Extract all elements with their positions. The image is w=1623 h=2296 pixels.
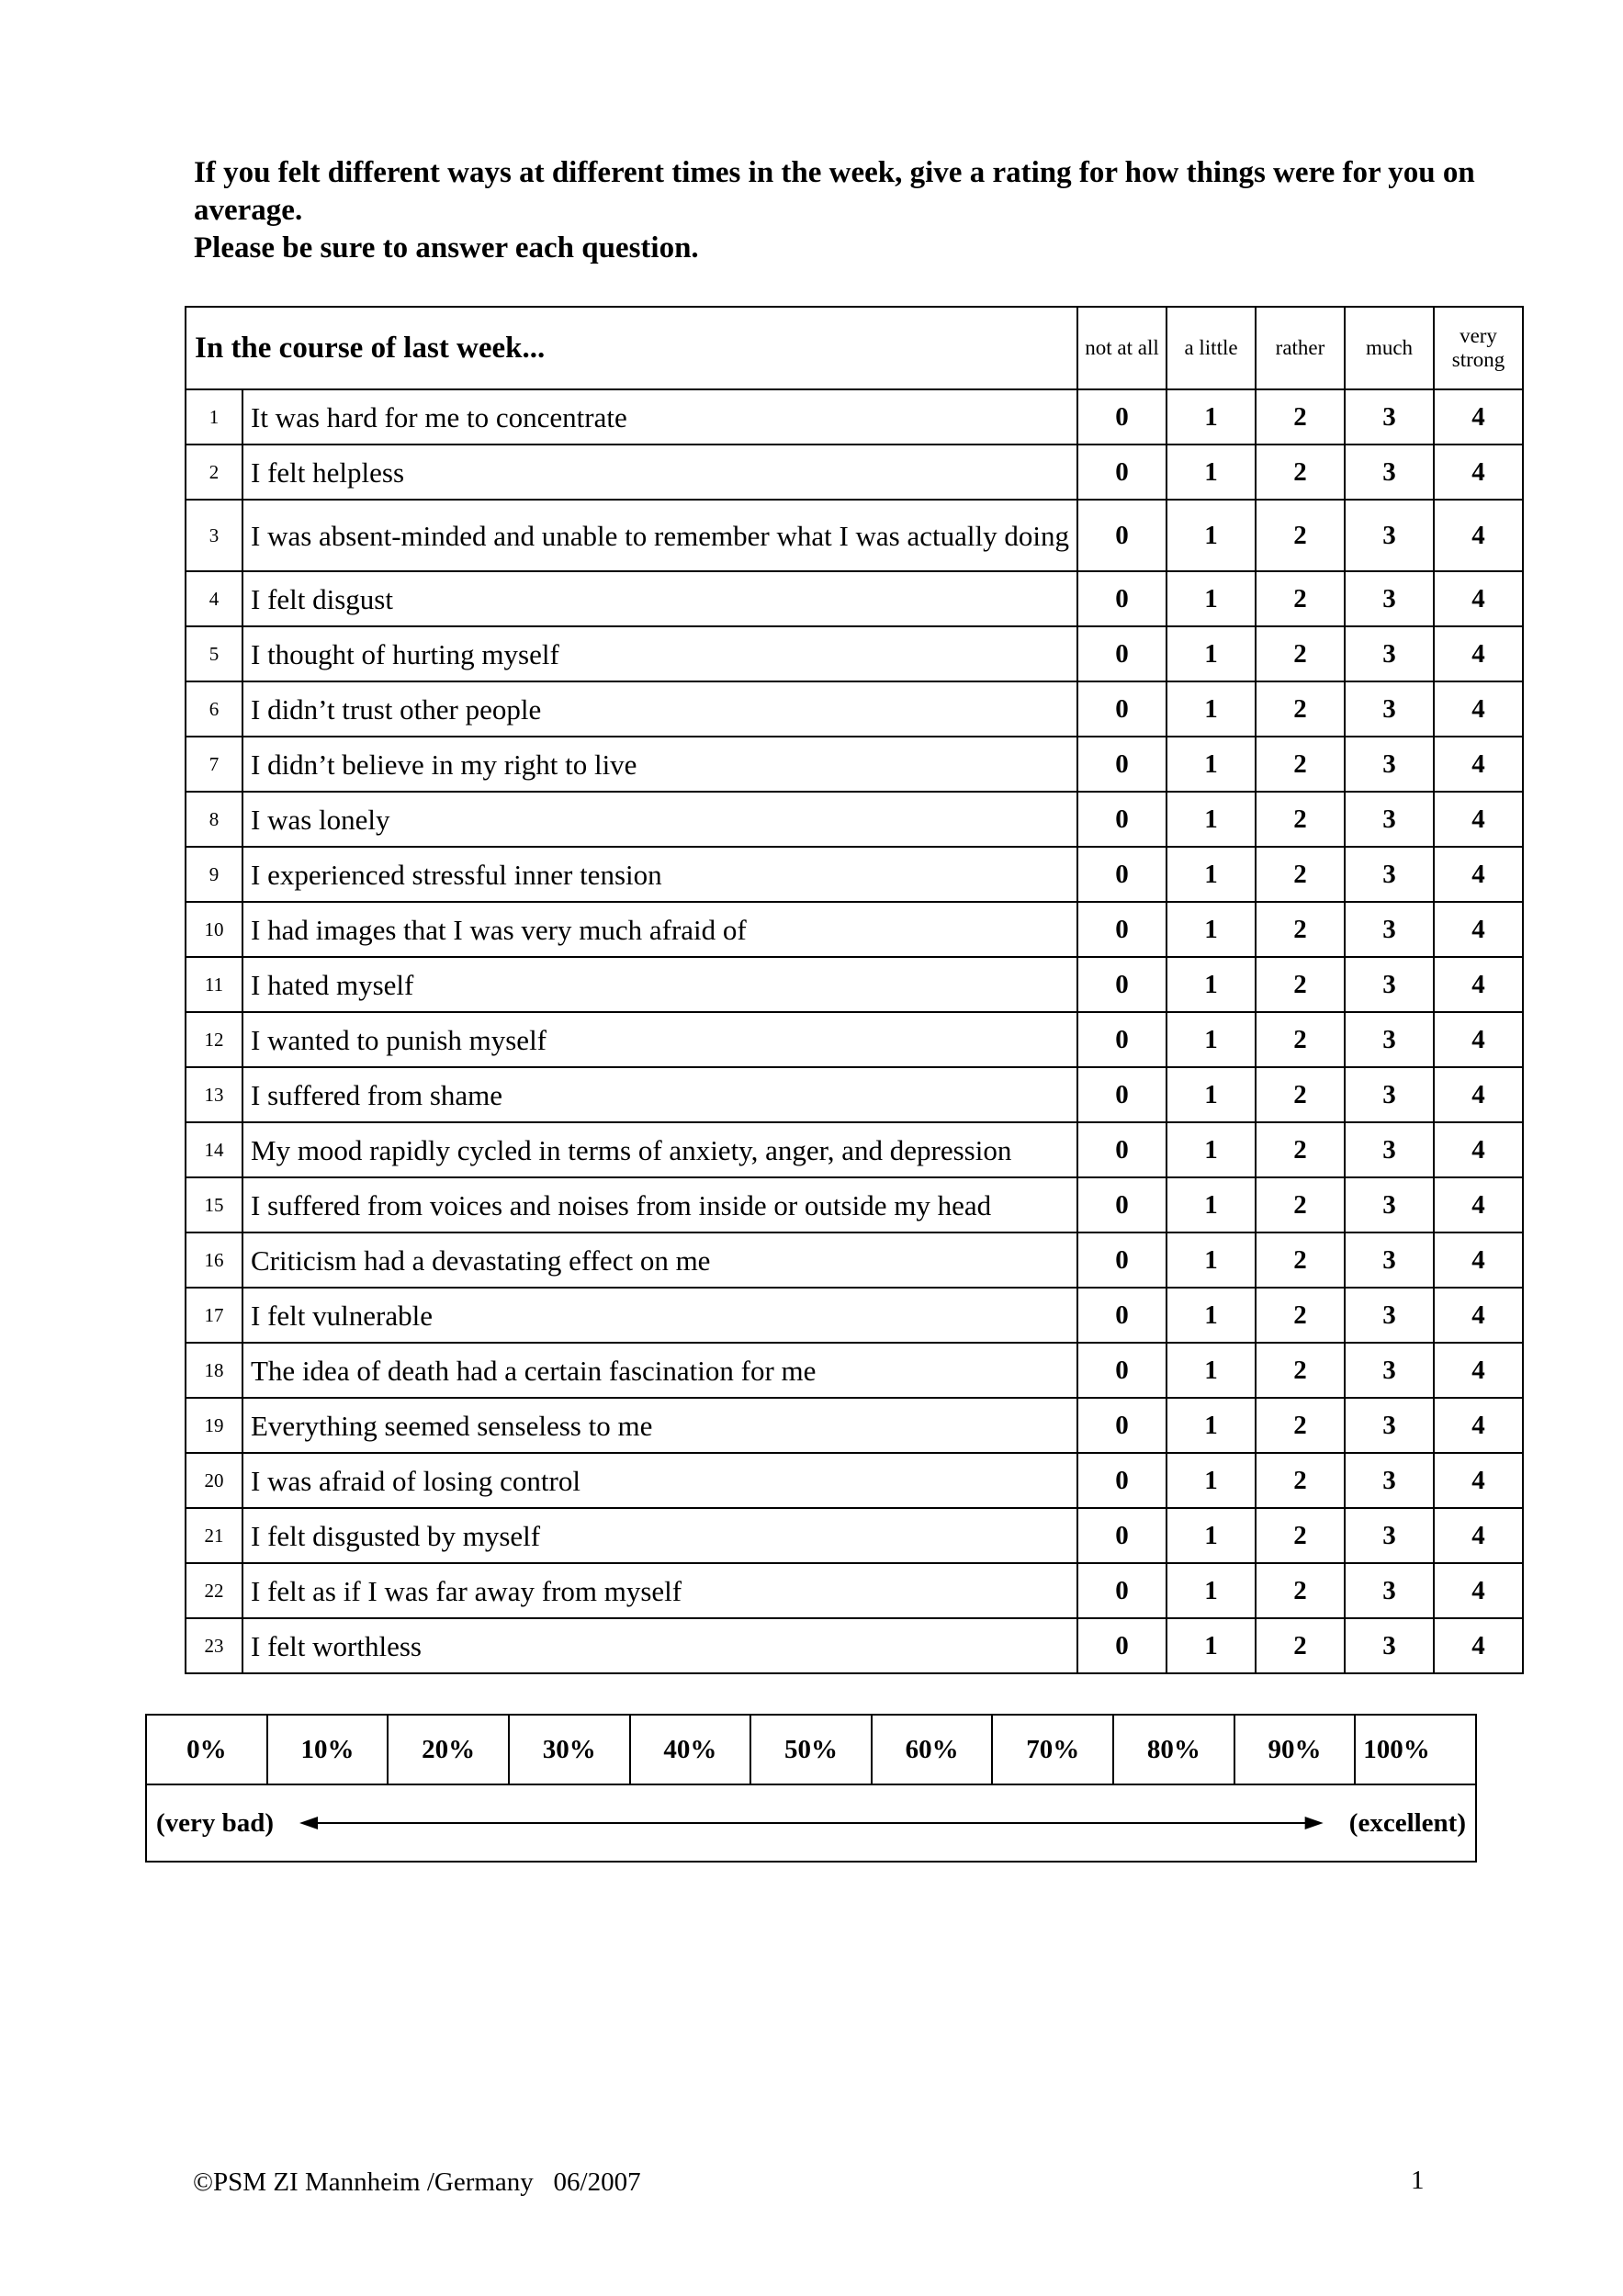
item-text: My mood rapidly cycled in terms of anxiety, anger, and depression bbox=[242, 1122, 1077, 1177]
item-number: 1 bbox=[186, 389, 242, 445]
rating-option-1[interactable]: 1 bbox=[1167, 500, 1256, 571]
rating-option-1[interactable]: 1 bbox=[1167, 1177, 1256, 1232]
rating-option-3[interactable]: 3 bbox=[1345, 1618, 1434, 1673]
rating-option-4[interactable]: 4 bbox=[1434, 1177, 1523, 1232]
option-a-little: a little bbox=[1167, 307, 1256, 389]
item-text: I felt vulnerable bbox=[242, 1288, 1077, 1343]
rating-option-2[interactable]: 2 bbox=[1256, 1563, 1345, 1618]
rating-option-4[interactable]: 4 bbox=[1434, 1508, 1523, 1563]
rating-option-2[interactable]: 2 bbox=[1256, 902, 1345, 957]
table-row bbox=[186, 626, 1523, 681]
rating-option-3[interactable]: 3 bbox=[1345, 1288, 1434, 1343]
item-text: I was absent-minded and unable to remember what I was actually doing bbox=[242, 500, 1077, 571]
item-text: I didn’t trust other people bbox=[242, 681, 1077, 737]
rating-option-0[interactable]: 0 bbox=[1077, 626, 1167, 681]
scale-left-label: (very bad) bbox=[156, 1807, 275, 1838]
rating-option-3[interactable]: 3 bbox=[1345, 389, 1434, 445]
table-row bbox=[186, 1618, 1523, 1673]
rating-option-0[interactable]: 0 bbox=[1077, 1618, 1167, 1673]
item-number: 17 bbox=[186, 1288, 242, 1343]
rating-option-1[interactable]: 1 bbox=[1167, 445, 1256, 500]
rating-option-3[interactable]: 3 bbox=[1345, 626, 1434, 681]
item-text: Everything seemed senseless to me bbox=[242, 1398, 1077, 1453]
rating-option-3[interactable]: 3 bbox=[1345, 1453, 1434, 1508]
rating-option-2[interactable]: 2 bbox=[1256, 847, 1345, 902]
option-very-strong: very strong bbox=[1434, 307, 1523, 389]
rating-option-2[interactable]: 2 bbox=[1256, 500, 1345, 571]
scale-cell-70-percent[interactable]: 70% bbox=[992, 1715, 1113, 1784]
rating-option-2[interactable]: 2 bbox=[1256, 1067, 1345, 1122]
rating-option-3[interactable]: 3 bbox=[1345, 1232, 1434, 1288]
rating-option-4[interactable]: 4 bbox=[1434, 737, 1523, 792]
instruction-line-2: Please be sure to answer each question. bbox=[194, 231, 699, 264]
rating-option-2[interactable]: 2 bbox=[1256, 1618, 1345, 1673]
scale-cell-100-percent[interactable]: 100% bbox=[1355, 1715, 1476, 1784]
rating-option-3[interactable]: 3 bbox=[1345, 1508, 1434, 1563]
rating-option-1[interactable]: 1 bbox=[1167, 957, 1256, 1012]
rating-option-4[interactable]: 4 bbox=[1434, 792, 1523, 847]
table-row bbox=[186, 389, 1523, 445]
rating-option-0[interactable]: 0 bbox=[1077, 957, 1167, 1012]
table-row bbox=[186, 1508, 1523, 1563]
rating-option-4[interactable]: 4 bbox=[1434, 1563, 1523, 1618]
item-number: 7 bbox=[186, 737, 242, 792]
scale-cell-40-percent[interactable]: 40% bbox=[630, 1715, 751, 1784]
rating-option-0[interactable]: 0 bbox=[1077, 792, 1167, 847]
rating-option-2[interactable]: 2 bbox=[1256, 1177, 1345, 1232]
rating-option-0[interactable]: 0 bbox=[1077, 1232, 1167, 1288]
rating-option-4[interactable]: 4 bbox=[1434, 500, 1523, 571]
item-number: 9 bbox=[186, 847, 242, 902]
rating-option-2[interactable]: 2 bbox=[1256, 1012, 1345, 1067]
item-number: 16 bbox=[186, 1232, 242, 1288]
rating-option-0[interactable]: 0 bbox=[1077, 389, 1167, 445]
rating-option-4[interactable]: 4 bbox=[1434, 445, 1523, 500]
rating-option-2[interactable]: 2 bbox=[1256, 1508, 1345, 1563]
rating-option-2[interactable]: 2 bbox=[1256, 571, 1345, 626]
item-number: 2 bbox=[186, 445, 242, 500]
rating-option-3[interactable]: 3 bbox=[1345, 1012, 1434, 1067]
rating-option-0[interactable]: 0 bbox=[1077, 571, 1167, 626]
table-row bbox=[186, 500, 1523, 571]
item-number: 14 bbox=[186, 1122, 242, 1177]
item-text: I felt worthless bbox=[242, 1618, 1077, 1673]
rating-option-2[interactable]: 2 bbox=[1256, 389, 1345, 445]
scale-cell-30-percent[interactable]: 30% bbox=[509, 1715, 630, 1784]
rating-option-1[interactable]: 1 bbox=[1167, 1067, 1256, 1122]
table-row bbox=[186, 1453, 1523, 1508]
rating-option-3[interactable]: 3 bbox=[1345, 1563, 1434, 1618]
rating-option-3[interactable]: 3 bbox=[1345, 500, 1434, 571]
item-text: I suffered from voices and noises from inside or outside my head bbox=[242, 1177, 1077, 1232]
double-arrow-icon bbox=[299, 1814, 1324, 1832]
rating-option-3[interactable]: 3 bbox=[1345, 1067, 1434, 1122]
rating-option-0[interactable]: 0 bbox=[1077, 847, 1167, 902]
rating-option-4[interactable]: 4 bbox=[1434, 1453, 1523, 1508]
rating-option-4[interactable]: 4 bbox=[1434, 847, 1523, 902]
rating-option-4[interactable]: 4 bbox=[1434, 1288, 1523, 1343]
item-text: I wanted to punish myself bbox=[242, 1012, 1077, 1067]
item-text: I hated myself bbox=[242, 957, 1077, 1012]
rating-option-0[interactable]: 0 bbox=[1077, 500, 1167, 571]
item-number: 22 bbox=[186, 1563, 242, 1618]
table-row bbox=[186, 792, 1523, 847]
rating-option-2[interactable]: 2 bbox=[1256, 1232, 1345, 1288]
rating-option-3[interactable]: 3 bbox=[1345, 902, 1434, 957]
rating-option-4[interactable]: 4 bbox=[1434, 1012, 1523, 1067]
rating-option-1[interactable]: 1 bbox=[1167, 1563, 1256, 1618]
table-row bbox=[186, 681, 1523, 737]
item-text: I thought of hurting myself bbox=[242, 626, 1077, 681]
rating-option-1[interactable]: 1 bbox=[1167, 389, 1256, 445]
rating-option-4[interactable]: 4 bbox=[1434, 1343, 1523, 1398]
table-row bbox=[186, 445, 1523, 500]
table-title: In the course of last week... bbox=[186, 307, 1077, 389]
item-number: 8 bbox=[186, 792, 242, 847]
item-number: 5 bbox=[186, 626, 242, 681]
table-row bbox=[186, 1012, 1523, 1067]
rating-option-2[interactable]: 2 bbox=[1256, 1288, 1345, 1343]
item-text: I experienced stressful inner tension bbox=[242, 847, 1077, 902]
rating-option-2[interactable]: 2 bbox=[1256, 737, 1345, 792]
table-row bbox=[186, 1232, 1523, 1288]
rating-option-3[interactable]: 3 bbox=[1345, 1177, 1434, 1232]
questionnaire-table bbox=[185, 306, 1524, 1674]
rating-option-0[interactable]: 0 bbox=[1077, 737, 1167, 792]
rating-option-1[interactable]: 1 bbox=[1167, 902, 1256, 957]
scale-cell-50-percent[interactable]: 50% bbox=[750, 1715, 872, 1784]
rating-option-2[interactable]: 2 bbox=[1256, 1343, 1345, 1398]
rating-option-3[interactable]: 3 bbox=[1345, 681, 1434, 737]
table-row bbox=[186, 847, 1523, 902]
rating-option-0[interactable]: 0 bbox=[1077, 681, 1167, 737]
rating-option-4[interactable]: 4 bbox=[1434, 1618, 1523, 1673]
rating-option-1[interactable]: 1 bbox=[1167, 1012, 1256, 1067]
rating-option-2[interactable]: 2 bbox=[1256, 1398, 1345, 1453]
item-text: I felt disgusted by myself bbox=[242, 1508, 1077, 1563]
rating-option-0[interactable]: 0 bbox=[1077, 902, 1167, 957]
rating-option-0[interactable]: 0 bbox=[1077, 1398, 1167, 1453]
rating-option-0[interactable]: 0 bbox=[1077, 1012, 1167, 1067]
scale-cell-10-percent[interactable]: 10% bbox=[267, 1715, 389, 1784]
copyright-footer: ©PSM ZI Mannheim /Germany 06/2007 bbox=[193, 2167, 641, 2197]
instructions bbox=[194, 154, 1498, 267]
rating-option-4[interactable]: 4 bbox=[1434, 571, 1523, 626]
rating-option-0[interactable]: 0 bbox=[1077, 1508, 1167, 1563]
item-number: 6 bbox=[186, 681, 242, 737]
rating-option-2[interactable]: 2 bbox=[1256, 445, 1345, 500]
rating-option-1[interactable]: 1 bbox=[1167, 1398, 1256, 1453]
rating-option-1[interactable]: 1 bbox=[1167, 1232, 1256, 1288]
rating-option-3[interactable]: 3 bbox=[1345, 737, 1434, 792]
item-text: I felt helpless bbox=[242, 445, 1077, 500]
item-number: 20 bbox=[186, 1453, 242, 1508]
rating-option-0[interactable]: 0 bbox=[1077, 1177, 1167, 1232]
rating-option-4[interactable]: 4 bbox=[1434, 902, 1523, 957]
rating-option-4[interactable]: 4 bbox=[1434, 1232, 1523, 1288]
table-row bbox=[186, 902, 1523, 957]
table-row bbox=[186, 1177, 1523, 1232]
item-number: 11 bbox=[186, 957, 242, 1012]
rating-option-2[interactable]: 2 bbox=[1256, 1122, 1345, 1177]
rating-option-3[interactable]: 3 bbox=[1345, 571, 1434, 626]
rating-option-0[interactable]: 0 bbox=[1077, 1122, 1167, 1177]
item-text: It was hard for me to concentrate bbox=[242, 389, 1077, 445]
rating-option-2[interactable]: 2 bbox=[1256, 1453, 1345, 1508]
rating-option-4[interactable]: 4 bbox=[1434, 1122, 1523, 1177]
page-number: 1 bbox=[1411, 2166, 1425, 2195]
table-row bbox=[186, 571, 1523, 626]
item-text: I suffered from shame bbox=[242, 1067, 1077, 1122]
rating-option-3[interactable]: 3 bbox=[1345, 847, 1434, 902]
item-text: Criticism had a devastating effect on me bbox=[242, 1232, 1077, 1288]
item-text: I felt disgust bbox=[242, 571, 1077, 626]
item-number: 19 bbox=[186, 1398, 242, 1453]
rating-option-3[interactable]: 3 bbox=[1345, 445, 1434, 500]
rating-option-4[interactable]: 4 bbox=[1434, 1398, 1523, 1453]
axis-cell bbox=[146, 1784, 1476, 1862]
table-row bbox=[186, 1398, 1523, 1453]
rating-option-4[interactable]: 4 bbox=[1434, 957, 1523, 1012]
option-rather: rather bbox=[1256, 307, 1345, 389]
rating-option-1[interactable]: 1 bbox=[1167, 792, 1256, 847]
rating-option-1[interactable]: 1 bbox=[1167, 1618, 1256, 1673]
rating-option-1[interactable]: 1 bbox=[1167, 1508, 1256, 1563]
item-number: 15 bbox=[186, 1177, 242, 1232]
table-row bbox=[186, 1563, 1523, 1618]
table-header-row bbox=[186, 307, 1523, 389]
table-row bbox=[186, 737, 1523, 792]
scale-right-label: (excellent) bbox=[1348, 1807, 1466, 1838]
item-number: 4 bbox=[186, 571, 242, 626]
wellbeing-scale bbox=[145, 1714, 1477, 1863]
rating-option-2[interactable]: 2 bbox=[1256, 957, 1345, 1012]
item-number: 23 bbox=[186, 1618, 242, 1673]
item-text: I was afraid of losing control bbox=[242, 1453, 1077, 1508]
scale-cell-80-percent[interactable]: 80% bbox=[1113, 1715, 1234, 1784]
rating-option-3[interactable]: 3 bbox=[1345, 1398, 1434, 1453]
rating-option-1[interactable]: 1 bbox=[1167, 1453, 1256, 1508]
rating-option-1[interactable]: 1 bbox=[1167, 681, 1256, 737]
rating-option-4[interactable]: 4 bbox=[1434, 1067, 1523, 1122]
table-row bbox=[186, 1288, 1523, 1343]
rating-option-4[interactable]: 4 bbox=[1434, 626, 1523, 681]
item-number: 10 bbox=[186, 902, 242, 957]
rating-option-3[interactable]: 3 bbox=[1345, 1343, 1434, 1398]
rating-option-0[interactable]: 0 bbox=[1077, 1453, 1167, 1508]
rating-option-0[interactable]: 0 bbox=[1077, 445, 1167, 500]
item-text: The idea of death had a certain fascination for me bbox=[242, 1343, 1077, 1398]
table-row bbox=[186, 1343, 1523, 1398]
rating-option-4[interactable]: 4 bbox=[1434, 389, 1523, 445]
scale-cell-90-percent[interactable]: 90% bbox=[1234, 1715, 1356, 1784]
table-row bbox=[186, 1122, 1523, 1177]
rating-option-1[interactable]: 1 bbox=[1167, 737, 1256, 792]
rating-option-1[interactable]: 1 bbox=[1167, 626, 1256, 681]
table-row bbox=[186, 957, 1523, 1012]
item-text: I had images that I was very much afraid of bbox=[242, 902, 1077, 957]
option-much: much bbox=[1345, 307, 1434, 389]
rating-option-3[interactable]: 3 bbox=[1345, 792, 1434, 847]
item-number: 3 bbox=[186, 500, 242, 571]
rating-option-3[interactable]: 3 bbox=[1345, 957, 1434, 1012]
item-number: 12 bbox=[186, 1012, 242, 1067]
scale-cell-20-percent[interactable]: 20% bbox=[388, 1715, 509, 1784]
scale-cell-0-percent[interactable]: 0% bbox=[146, 1715, 267, 1784]
rating-option-1[interactable]: 1 bbox=[1167, 571, 1256, 626]
item-text: I felt as if I was far away from myself bbox=[242, 1563, 1077, 1618]
rating-option-2[interactable]: 2 bbox=[1256, 626, 1345, 681]
instruction-line-1: If you felt different ways at different times in the week, give a rating for how things were for you on average. bbox=[194, 156, 1475, 227]
rating-option-1[interactable]: 1 bbox=[1167, 1288, 1256, 1343]
table-row bbox=[186, 1067, 1523, 1122]
percentage-row bbox=[146, 1715, 1476, 1784]
rating-option-2[interactable]: 2 bbox=[1256, 681, 1345, 737]
rating-option-4[interactable]: 4 bbox=[1434, 681, 1523, 737]
rating-option-0[interactable]: 0 bbox=[1077, 1067, 1167, 1122]
rating-option-0[interactable]: 0 bbox=[1077, 1288, 1167, 1343]
scale-cell-60-percent[interactable]: 60% bbox=[872, 1715, 993, 1784]
axis-row bbox=[146, 1784, 1476, 1862]
rating-option-0[interactable]: 0 bbox=[1077, 1343, 1167, 1398]
item-number: 21 bbox=[186, 1508, 242, 1563]
rating-option-1[interactable]: 1 bbox=[1167, 847, 1256, 902]
rating-option-1[interactable]: 1 bbox=[1167, 1343, 1256, 1398]
item-number: 13 bbox=[186, 1067, 242, 1122]
rating-option-2[interactable]: 2 bbox=[1256, 792, 1345, 847]
rating-option-1[interactable]: 1 bbox=[1167, 1122, 1256, 1177]
rating-option-0[interactable]: 0 bbox=[1077, 1563, 1167, 1618]
rating-option-3[interactable]: 3 bbox=[1345, 1122, 1434, 1177]
option-not-at-all: not at all bbox=[1077, 307, 1167, 389]
item-number: 18 bbox=[186, 1343, 242, 1398]
item-text: I was lonely bbox=[242, 792, 1077, 847]
item-text: I didn’t believe in my right to live bbox=[242, 737, 1077, 792]
